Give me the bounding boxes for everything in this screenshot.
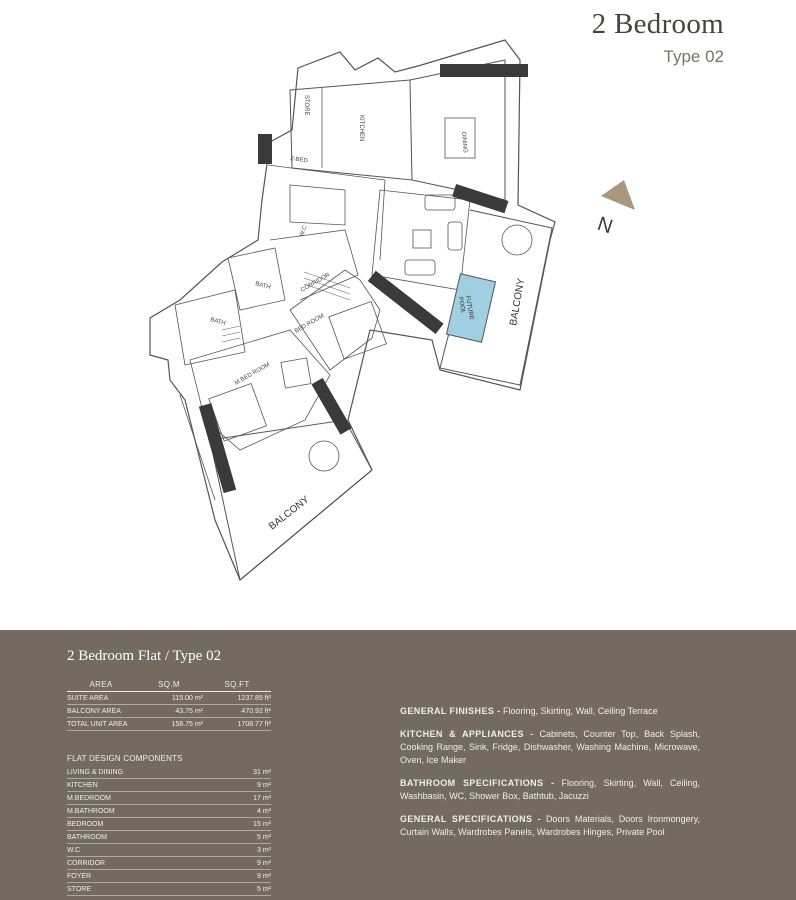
table-row — [67, 857, 271, 870]
component-label: BATHROOM — [67, 833, 107, 841]
wall-bar — [311, 378, 351, 435]
spec-text: Doors Materials, Doors Ironmongery, Curtain Walls, Wardrobes Panels, Wardrobes Hinges, Private Pool — [400, 814, 700, 837]
area-label: BALCONY AREA — [67, 707, 121, 715]
table-row — [67, 792, 271, 805]
table-row — [67, 831, 271, 844]
components-table — [67, 766, 271, 896]
spec-heading: KITCHEN & APPLIANCES - — [400, 729, 534, 739]
north-label: N — [594, 213, 616, 239]
components-title: FLAT DESIGN COMPONENTS — [67, 754, 183, 763]
room-label-wc: W.C — [299, 224, 309, 238]
component-value: 5 m² — [257, 833, 271, 841]
component-value: 9 m² — [257, 859, 271, 867]
component-value: 31 m² — [253, 768, 271, 776]
area-sqm: 43.75 m² — [175, 707, 203, 715]
component-value: 5 m² — [257, 885, 271, 893]
component-label: LIVING & DINING — [67, 768, 124, 776]
room-label-bath-1: BATH — [254, 281, 272, 291]
component-value: 9 m² — [257, 872, 271, 880]
table-row — [67, 818, 271, 831]
component-label: KITCHEN — [67, 781, 98, 789]
component-label: W.C — [67, 846, 81, 854]
component-value: 9 m² — [257, 781, 271, 789]
component-value: 15 m² — [253, 820, 271, 828]
table-row — [67, 692, 271, 705]
spec-text: Flooring, Skirting, Wall, Ceiling Terrace — [500, 706, 658, 716]
spec-heading: BATHROOM SPECIFICATIONS - — [400, 778, 555, 788]
area-label: TOTAL UNIT AREA — [67, 720, 128, 728]
spec-text: Cabinets, Counter Top, Back Splash, Cooking Range, Sink, Fridge, Dishwasher, Washing Machine, Microwave, Oven, Ice Maker — [400, 729, 700, 765]
spec-general-finishes — [400, 705, 700, 718]
area-table — [67, 680, 271, 731]
page-title: 2 Bedroom — [591, 8, 724, 40]
component-value: 3 m² — [257, 846, 271, 854]
info-panel — [0, 630, 796, 900]
room-label-kitchen: KITCHEN — [358, 115, 364, 142]
area-sqft: 1708.77 ft² — [237, 720, 271, 728]
spec-text: Flooring, Skirting, Wall, Ceiling, Washbasin, WC, Shower Box, Bathtub, Jacuzzi — [400, 778, 700, 801]
table-row — [67, 718, 271, 731]
spec-general — [400, 813, 700, 839]
spec-bathroom — [400, 777, 700, 803]
spec-heading: GENERAL SPECIFICATIONS - — [400, 814, 542, 824]
table-row — [67, 844, 271, 857]
table-row — [67, 805, 271, 818]
wall-bar — [258, 134, 272, 164]
spec-kitchen-appliances — [400, 728, 700, 767]
table-row — [67, 766, 271, 779]
component-label: STORE — [67, 885, 91, 893]
component-label: CORRIDOR — [67, 859, 106, 867]
area-sqft: 470.92 ft² — [241, 707, 271, 715]
component-value: 4 m² — [257, 807, 271, 815]
component-label: BEDROOM — [67, 820, 104, 828]
table-row — [67, 870, 271, 883]
north-arrow-icon — [601, 180, 635, 210]
room-label-balcony-south: BALCONY — [267, 494, 312, 533]
room-label-bed-room: BED ROOM — [294, 313, 326, 335]
area-header-cell: SQ.M — [158, 680, 180, 689]
room-label-store: STORE — [303, 95, 309, 116]
component-value: 17 m² — [253, 794, 271, 802]
table-row — [67, 779, 271, 792]
room-label-2bed: 2-BED — [289, 156, 309, 165]
room-label-m-bed-room: M.BED ROOM — [234, 361, 272, 387]
spec-heading: GENERAL FINISHES - — [400, 706, 501, 716]
room-label-balcony-east: BALCONY — [508, 277, 528, 327]
area-header-cell: SQ.FT — [224, 680, 250, 689]
area-sqm: 158.75 m² — [171, 720, 203, 728]
area-sqft: 1237.85 ft² — [237, 694, 271, 702]
component-label: M.BEDROOM — [67, 794, 111, 802]
wall-bar — [440, 64, 528, 77]
wall-bar — [452, 184, 508, 213]
area-header-cell: AREA — [89, 680, 113, 689]
room-label-corridor: CORRIDOR — [300, 272, 332, 294]
component-label: FOYER — [67, 872, 92, 880]
room-label-future-pool: FUTUREPOOL — [456, 295, 475, 321]
area-table-header — [67, 680, 271, 692]
room-label-dining: DINING — [460, 131, 468, 154]
component-label: M.BATHROOM — [67, 807, 115, 815]
table-row — [67, 705, 271, 718]
table-row — [67, 883, 271, 896]
specifications — [400, 705, 700, 849]
area-label: SUITE AREA — [67, 694, 109, 702]
plan-outline — [150, 40, 555, 580]
area-sqm: 115.00 m² — [172, 694, 203, 702]
panel-title: 2 Bedroom Flat / Type 02 — [67, 648, 222, 664]
page-subtitle: Type 02 — [663, 47, 724, 66]
room-label-bath-2: BATH — [209, 317, 227, 327]
